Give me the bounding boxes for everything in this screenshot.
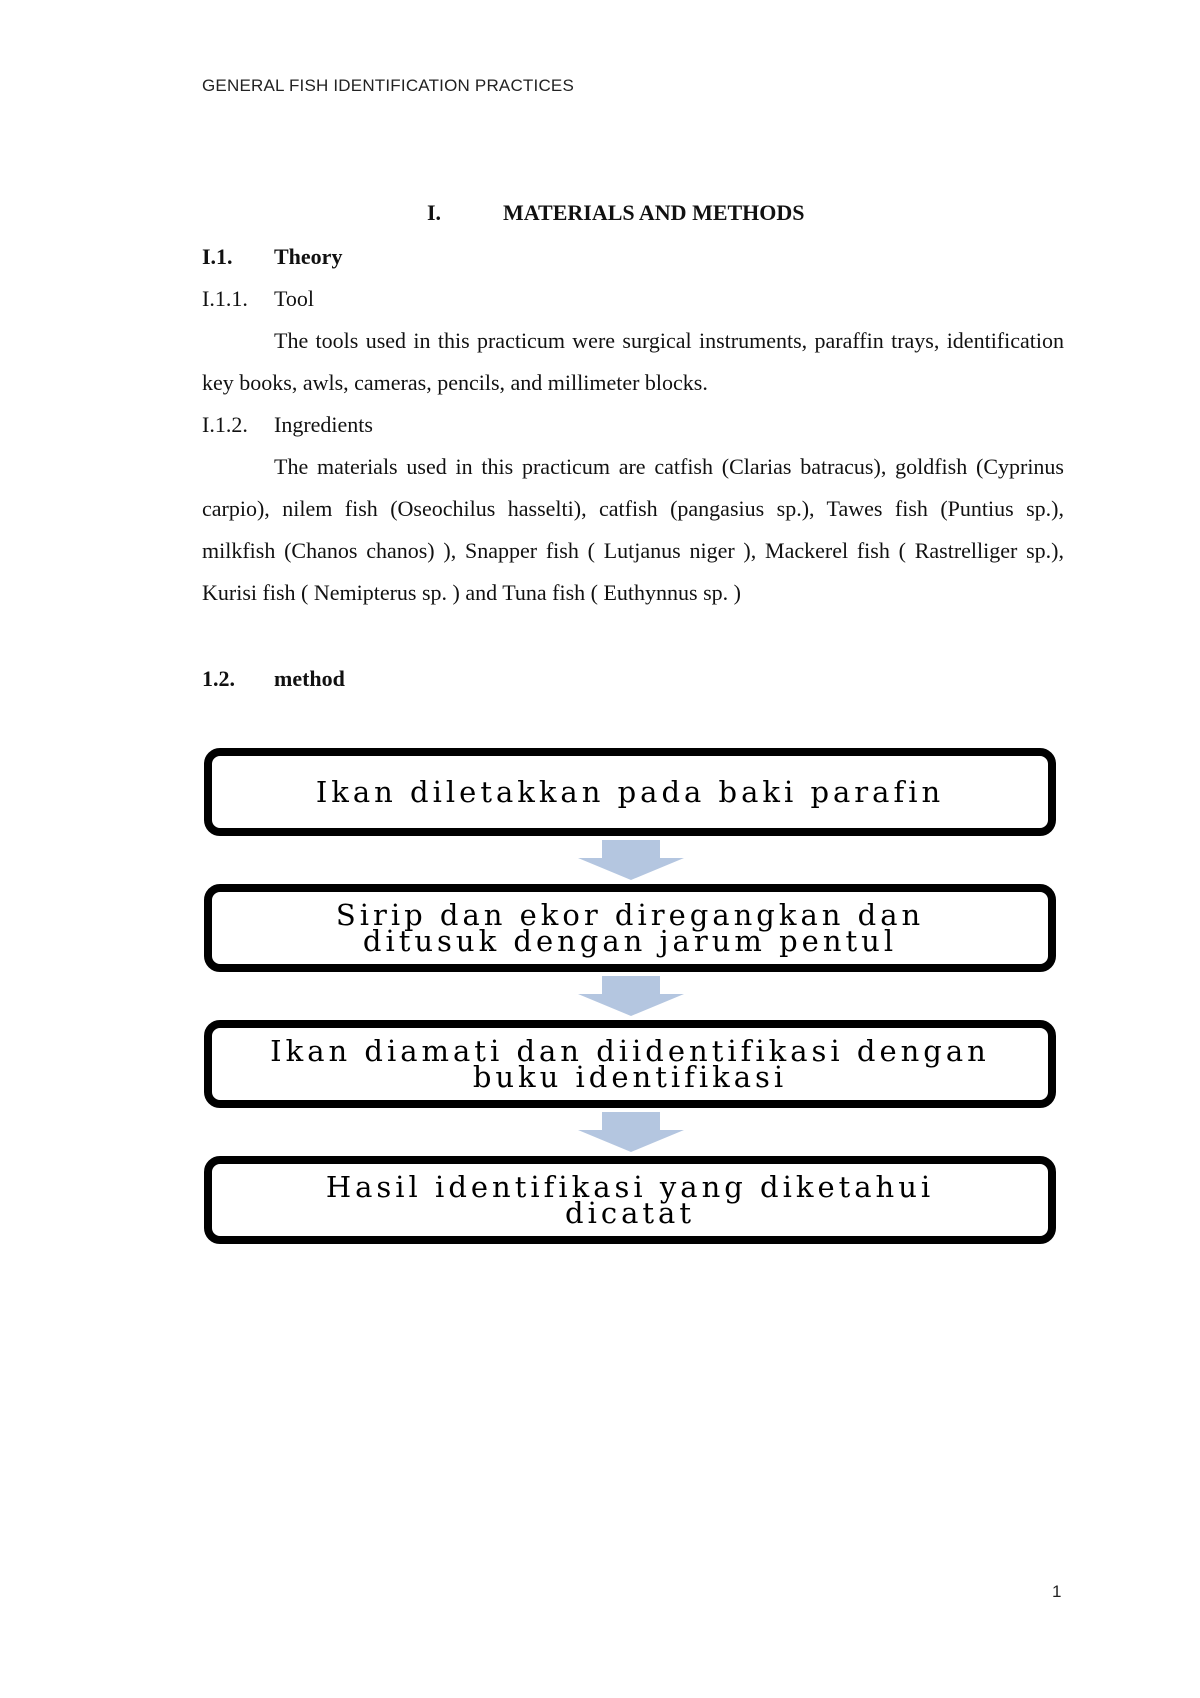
ingredients-title: Ingredients	[274, 412, 373, 437]
flow-step-1-text: Ikan diletakkan pada baki parafin	[315, 775, 945, 809]
flow-step-2-text: Sirip dan ekor diregangkan dan ditusuk dengan jarum pentul	[335, 898, 925, 958]
ingredients-paragraph: The materials used in this practicum are catfish (Clarias batracus), goldfish (Cyprinus carpio), nilem fish (Oseochilus hasselti), catfish (pangasius sp.), Tawes fish (Puntius sp.), milkfish (Chanos chanos) ), Snapper fish ( Lutjanus niger ), Mackerel fish ( Rastrelliger sp.), Kurisi fish ( Nemipterus sp. ) and Tuna fish ( Euthynnus sp. )	[202, 454, 1064, 605]
page-number: 1	[1052, 1582, 1062, 1601]
section-title: MATERIALS AND METHODS	[503, 200, 805, 225]
section-number: I.	[427, 200, 442, 225]
tool-number: I.1.1.	[202, 286, 248, 311]
flow-step-4-text: Hasil identifikasi yang diketahui dicatat	[325, 1170, 935, 1230]
flow-step-3-text: Ikan diamati dan diidentifikasi dengan buku identifikasi	[270, 1034, 990, 1094]
flow-step-1	[204, 748, 1056, 836]
flow-step-2	[204, 884, 1056, 972]
ingredients-number: I.1.2.	[202, 412, 248, 437]
theory-number: I.1.	[202, 244, 233, 269]
down-arrow-icon	[578, 1112, 684, 1152]
down-arrow-icon	[578, 840, 684, 880]
theory-title: Theory	[274, 244, 343, 269]
down-arrow-icon	[578, 976, 684, 1016]
tool-paragraph: The tools used in this practicum were surgical instruments, paraffin trays, identification key books, awls, cameras, pencils, and millimeter blocks.	[202, 328, 1064, 395]
method-title: method	[274, 666, 345, 691]
method-number: 1.2.	[202, 666, 235, 691]
tool-title: Tool	[274, 286, 315, 311]
flow-step-4	[204, 1156, 1056, 1244]
flow-step-3	[204, 1020, 1056, 1108]
running-header: GENERAL FISH IDENTIFICATION PRACTICES	[202, 76, 574, 95]
